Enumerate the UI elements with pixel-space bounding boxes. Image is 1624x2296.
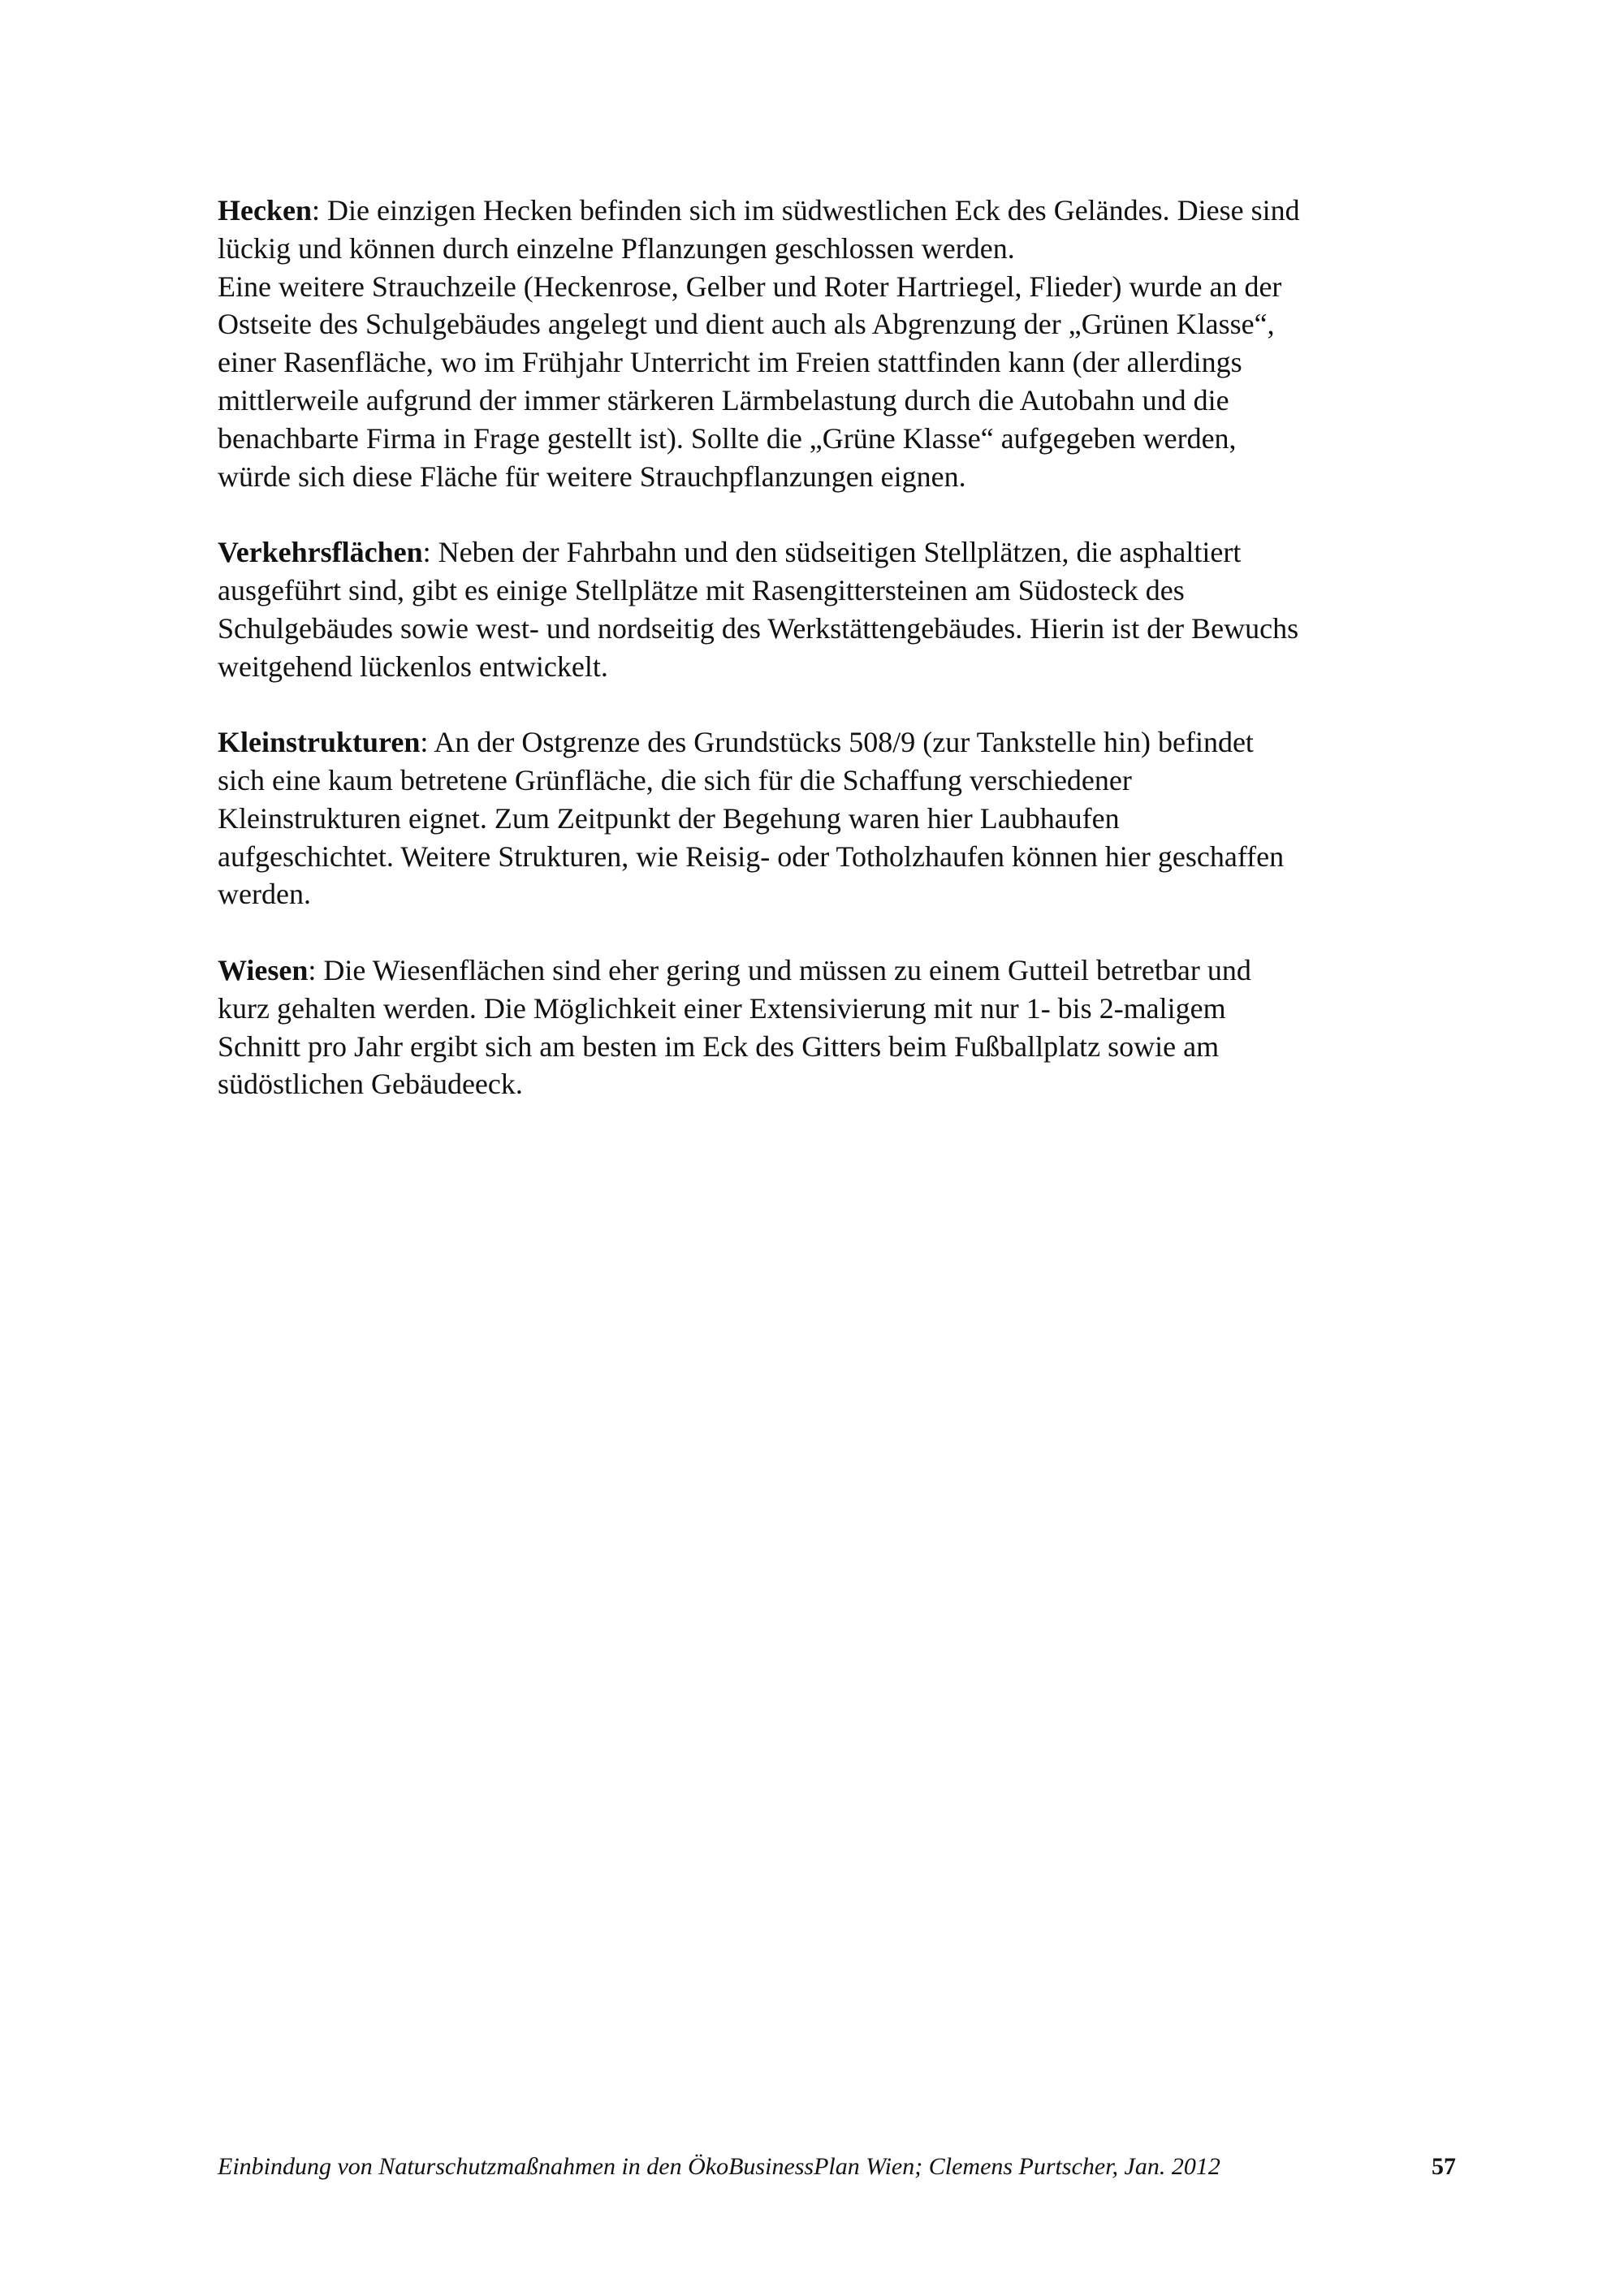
section-heading: Wiesen <box>218 953 309 986</box>
paragraph-line: lückig und können durch einzelne Pflanzungen geschlossen werden. <box>218 231 1015 265</box>
paragraph-line: südöstlichen Gebäudeeck. <box>218 1068 523 1101</box>
footer-citation: Einbindung von Naturschutzmaßnahmen in den ÖkoBusinessPlan Wien; Clemens Purtscher, Jan. 2012 <box>218 2153 1220 2180</box>
paragraph-text: : Neben der Fahrbahn und den südseitigen Stellplätzen, die asphaltiert <box>422 536 1242 569</box>
section-heading: Verkehrsflächen <box>218 536 423 569</box>
section-heading: Hecken <box>218 194 312 227</box>
section-verkehrsflaechen <box>218 533 1452 685</box>
page-number: 57 <box>1432 2153 1456 2180</box>
paragraph-text: : An der Ostgrenze des Grundstücks 508/9 (zur Tankstelle hin) befindet <box>420 726 1254 759</box>
paragraph-line <box>218 952 1452 990</box>
paragraph-line: ausgeführt sind, gibt es einige Stellplätze mit Rasengittersteinen am Südosteck des <box>218 573 1185 606</box>
paragraph-line: einer Rasenfläche, wo im Frühjahr Unterricht im Freien stattfinden kann (der allerdings <box>218 346 1242 379</box>
paragraph-line <box>218 533 1452 572</box>
paragraph-line: Schulgebäudes sowie west- und nordseitig des Werkstättengebäudes. Hierin ist der Bewuchs <box>218 611 1299 645</box>
paragraph-line <box>218 723 1452 762</box>
paragraph-line: sich eine kaum betretene Grünfläche, die sich für die Schaffung verschiedener <box>218 763 1132 796</box>
section-heading: Kleinstrukturen <box>218 726 421 759</box>
paragraph-line: kurz gehalten werden. Die Möglichkeit einer Extensivierung mit nur 1- bis 2-maligem <box>218 991 1226 1025</box>
paragraph-line: aufgeschichtet. Weitere Strukturen, wie Reisig- oder Totholzhaufen können hier geschaffen <box>218 839 1285 873</box>
page-footer <box>218 2151 1456 2183</box>
paragraph-line: Kleinstrukturen eignet. Zum Zeitpunkt der Begehung waren hier Laubhaufen <box>218 801 1120 835</box>
section-wiesen <box>218 952 1452 1103</box>
paragraph-line: Ostseite des Schulgebäudes angelegt und dient auch als Abgrenzung der „Grünen Klasse“, <box>218 308 1275 341</box>
paragraph-line: benachbarte Firma in Frage gestellt ist). Sollte die „Grüne Klasse“ aufgegeben werden, <box>218 421 1237 455</box>
section-kleinstrukturen <box>218 723 1452 913</box>
paragraph-line: Eine weitere Strauchzeile (Heckenrose, Gelber und Roter Hartriegel, Flieder) wurde an der <box>218 270 1282 303</box>
paragraph-text: : Die Wiesenflächen sind eher gering und müssen zu einem Gutteil betretbar und <box>308 953 1251 986</box>
paragraph-line: würde sich diese Fläche für weitere Strauchpflanzungen eignen. <box>218 460 966 493</box>
paragraph-line: werden. <box>218 878 311 911</box>
paragraph-line: Schnitt pro Jahr ergibt sich am besten im Eck des Gitters beim Fußballplatz sowie am <box>218 1029 1220 1063</box>
paragraph-line <box>218 192 1452 230</box>
paragraph-text: : Die einzigen Hecken befinden sich im südwestlichen Eck des Geländes. Diese sind <box>311 194 1300 227</box>
page-body <box>218 192 1452 1142</box>
paragraph-line: weitgehend lückenlos entwickelt. <box>218 650 608 683</box>
section-hecken <box>218 192 1452 495</box>
paragraph-line: mittlerweile aufgrund der immer stärkeren Lärmbelastung durch die Autobahn und die <box>218 383 1229 416</box>
